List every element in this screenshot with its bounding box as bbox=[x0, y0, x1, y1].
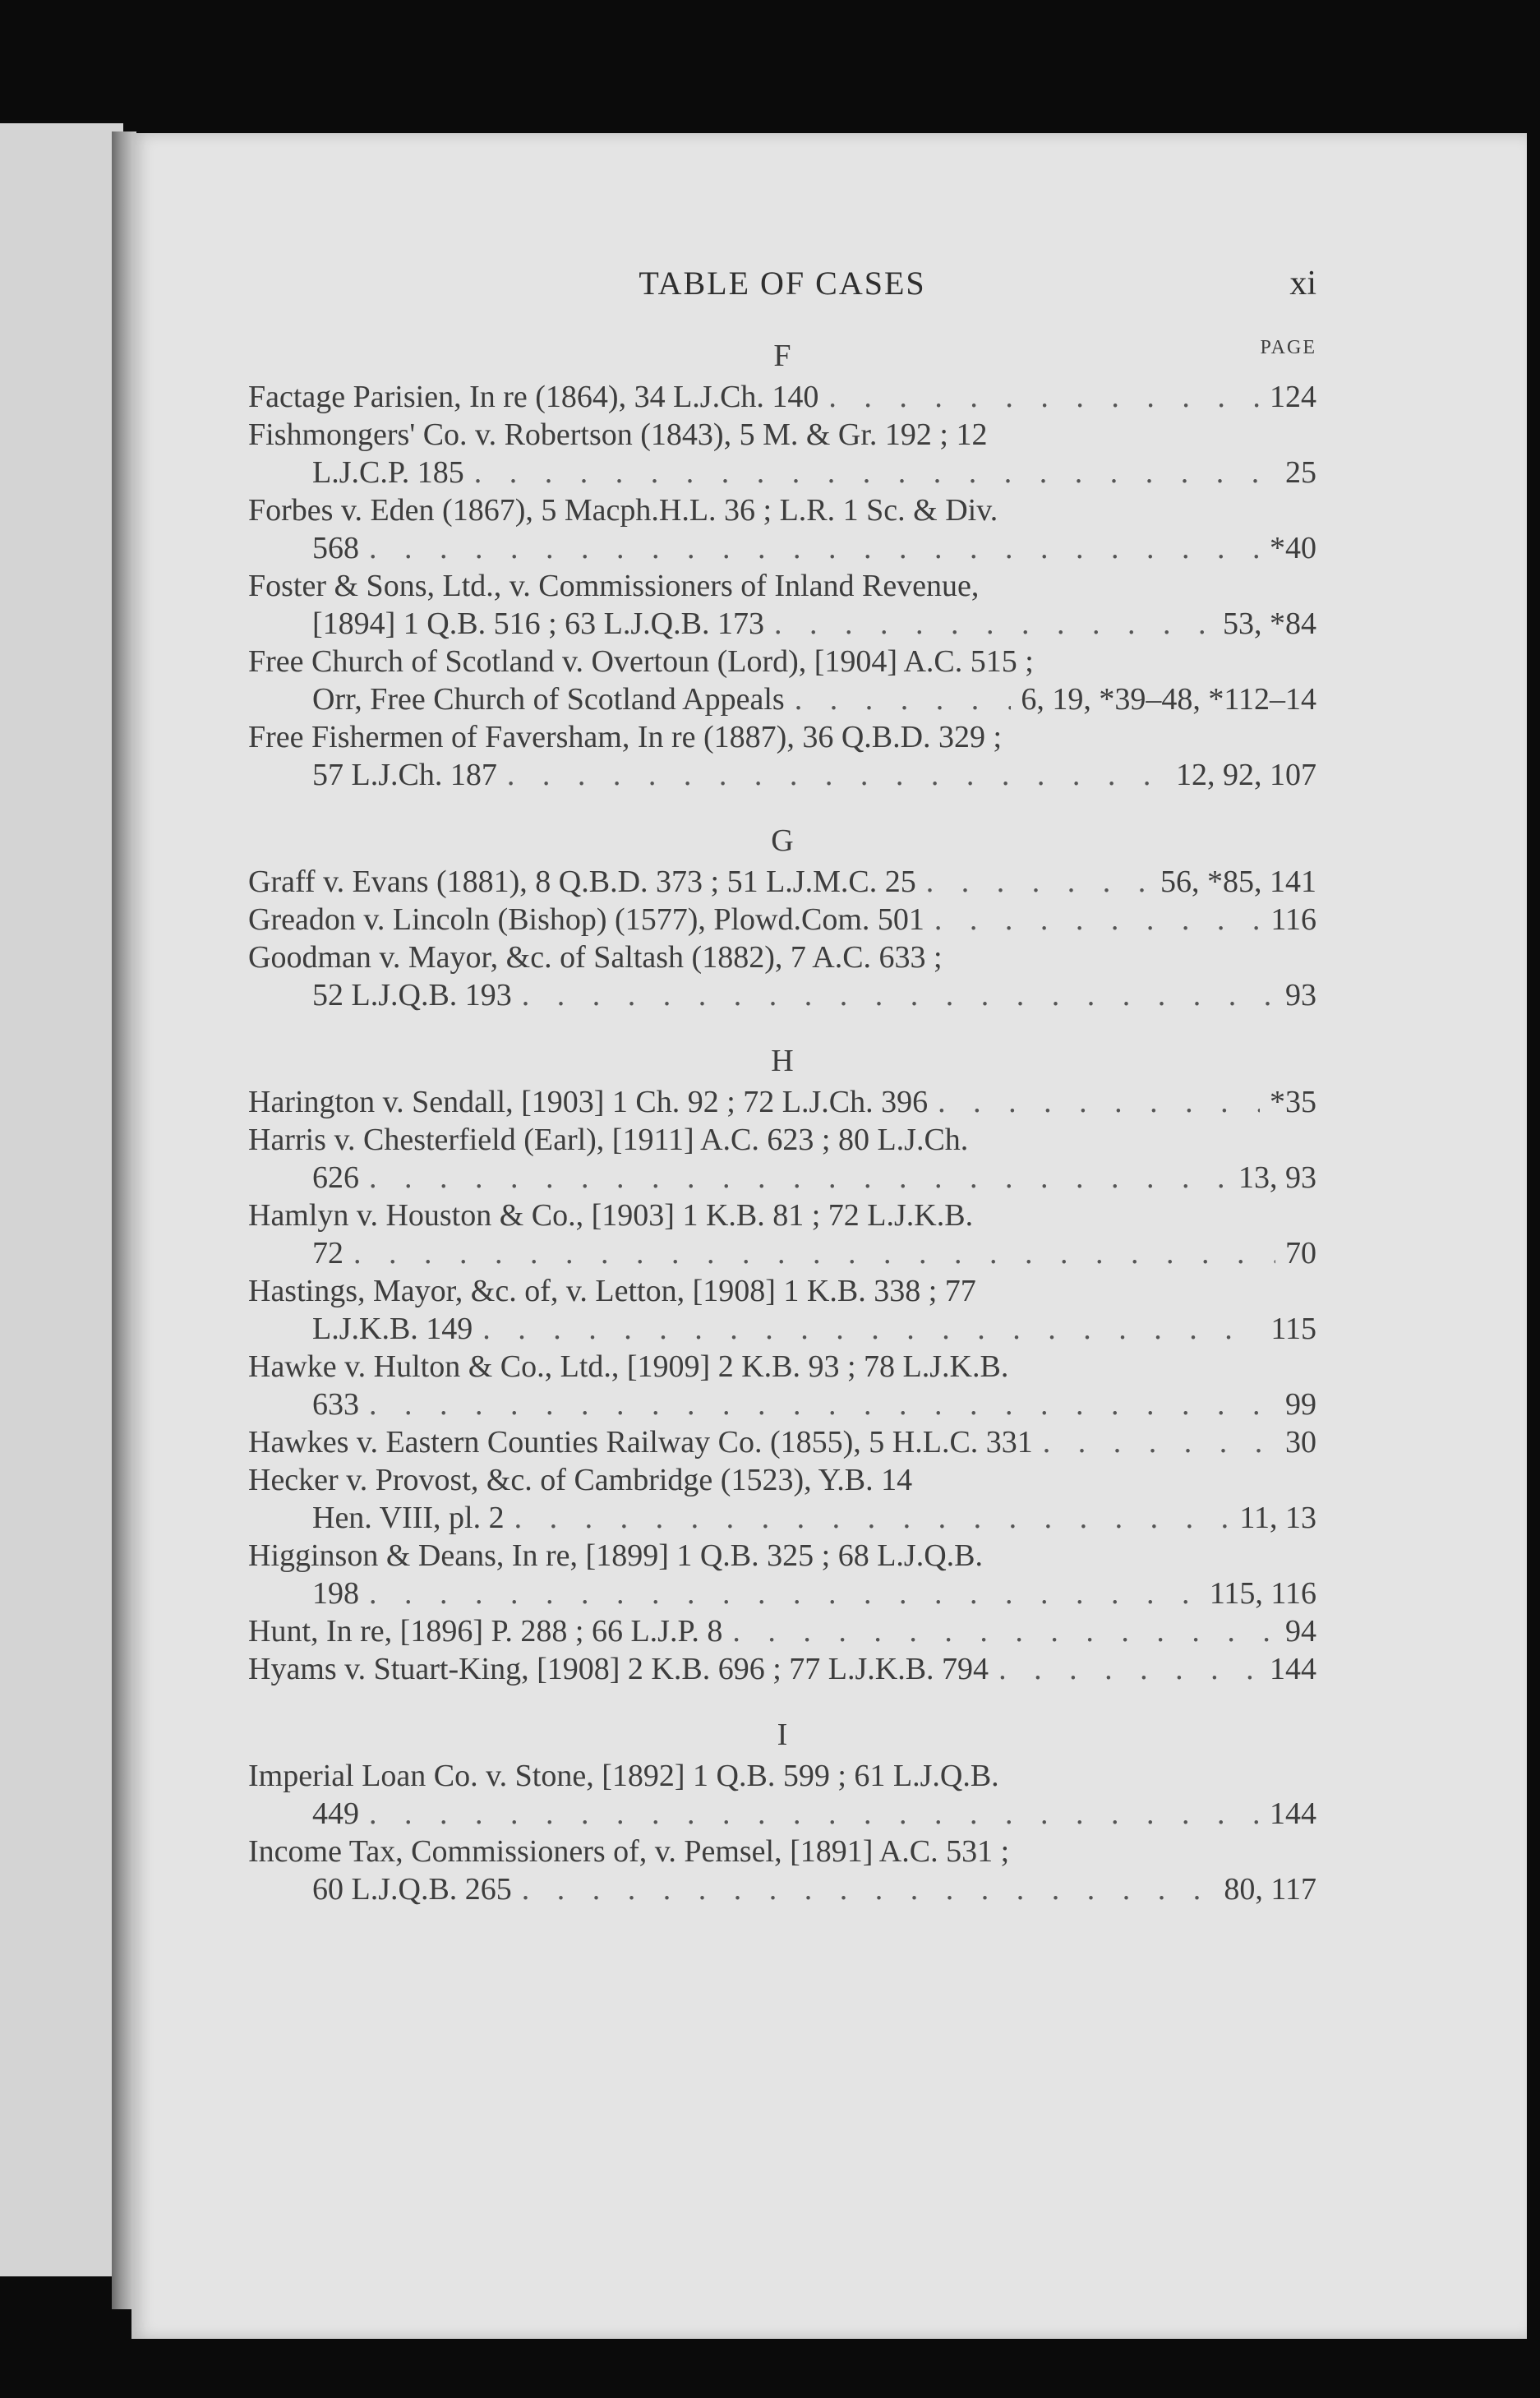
dot-leader bbox=[934, 901, 1261, 938]
case-entry bbox=[248, 1461, 1316, 1537]
case-entry bbox=[248, 1757, 1316, 1833]
case-page-reference: 6, 19, *39–48, *112–14 bbox=[1021, 682, 1316, 717]
case-citation-text: Orr, Free Church of Scotland Appeals bbox=[312, 682, 785, 717]
case-citation-line bbox=[248, 938, 1316, 976]
case-citation-line bbox=[248, 1833, 1316, 1870]
case-entry bbox=[248, 863, 1316, 901]
case-page-reference: 13, 93 bbox=[1238, 1160, 1316, 1195]
case-citation-text: Forbes v. Eden (1867), 5 Macph.H.L. 36 ; L.R. 1 Sc. & Div. bbox=[248, 493, 998, 528]
case-citation-text: Hawke v. Hulton & Co., Ltd., [1909] 2 K.B. 93 ; 78 L.J.K.B. bbox=[248, 1349, 1009, 1384]
book-page bbox=[131, 133, 1527, 2339]
case-entry bbox=[248, 416, 1316, 491]
case-entry bbox=[248, 491, 1316, 567]
case-entry bbox=[248, 1083, 1316, 1121]
page-content bbox=[248, 256, 1316, 1908]
case-citation-continuation bbox=[248, 1234, 1316, 1272]
facing-page-edge bbox=[0, 123, 123, 2276]
case-citation-continuation bbox=[248, 1575, 1316, 1612]
dot-leader bbox=[926, 863, 1150, 901]
case-page-reference: 115 bbox=[1270, 1312, 1316, 1346]
case-citation-text: Fishmongers' Co. v. Robertson (1843), 5 M. & Gr. 192 ; 12 bbox=[248, 417, 988, 452]
case-citation-text: Hunt, In re, [1896] P. 288 ; 66 L.J.P. 8 bbox=[248, 1614, 723, 1649]
case-citation-text: Hastings, Mayor, &c. of, v. Letton, [1908] 1 K.B. 338 ; 77 bbox=[248, 1274, 976, 1308]
case-citation-line bbox=[248, 1423, 1316, 1461]
case-entry bbox=[248, 1348, 1316, 1423]
case-citation-line bbox=[248, 1612, 1316, 1650]
case-entry bbox=[248, 1197, 1316, 1272]
section-letter: F bbox=[773, 339, 791, 373]
case-citation-text: Income Tax, Commissioners of, v. Pemsel, [1891] A.C. 531 ; bbox=[248, 1834, 1010, 1869]
case-citation-text: Higginson & Deans, In re, [1899] 1 Q.B. 325 ; 68 L.J.Q.B. bbox=[248, 1538, 983, 1573]
dot-leader bbox=[369, 1795, 1260, 1833]
case-page-reference: 30 bbox=[1285, 1425, 1316, 1460]
case-citation-text: Foster & Sons, Ltd., v. Commissioners of Inland Revenue, bbox=[248, 569, 980, 603]
case-citation-line bbox=[248, 643, 1316, 680]
dot-leader bbox=[1043, 1423, 1275, 1461]
case-page-reference: 144 bbox=[1270, 1796, 1316, 1831]
case-entry bbox=[248, 718, 1316, 794]
case-citation-text: [1894] 1 Q.B. 516 ; 63 L.J.Q.B. 173 bbox=[312, 606, 764, 641]
sections-container bbox=[248, 337, 1316, 1908]
case-page-reference: 94 bbox=[1285, 1614, 1316, 1649]
case-citation-text: 57 L.J.Ch. 187 bbox=[312, 758, 497, 792]
case-citation-text: Hamlyn v. Houston & Co., [1903] 1 K.B. 81 ; 72 L.J.K.B. bbox=[248, 1198, 974, 1233]
case-citation-line bbox=[248, 1197, 1316, 1234]
case-citation-text: Imperial Loan Co. v. Stone, [1892] 1 Q.B. 599 ; 61 L.J.Q.B. bbox=[248, 1759, 999, 1793]
case-citation-continuation bbox=[248, 1310, 1316, 1348]
cases-table bbox=[248, 337, 1316, 1908]
case-citation-text: Hecker v. Provost, &c. of Cambridge (1523), Y.B. 14 bbox=[248, 1463, 913, 1497]
case-page-reference: 25 bbox=[1285, 455, 1316, 490]
case-entry bbox=[248, 1537, 1316, 1612]
case-citation-line bbox=[248, 1757, 1316, 1795]
case-page-reference: 70 bbox=[1285, 1236, 1316, 1270]
case-citation-continuation bbox=[248, 1159, 1316, 1197]
dot-leader bbox=[998, 1650, 1260, 1688]
case-citation-text: 626 bbox=[312, 1160, 359, 1195]
section-letter: H bbox=[771, 1044, 794, 1078]
case-entry bbox=[248, 643, 1316, 718]
case-citation-line bbox=[248, 1083, 1316, 1121]
case-citation-line bbox=[248, 1650, 1316, 1688]
case-citation-line bbox=[248, 378, 1316, 416]
case-citation-line bbox=[248, 491, 1316, 529]
case-citation-text: 449 bbox=[312, 1796, 359, 1831]
case-citation-continuation bbox=[248, 1795, 1316, 1833]
case-citation-text: Free Church of Scotland v. Overtoun (Lord), [1904] A.C. 515 ; bbox=[248, 644, 1034, 679]
case-citation-continuation bbox=[248, 976, 1316, 1014]
section-h bbox=[248, 1042, 1316, 1688]
page-number: xi bbox=[1289, 265, 1316, 302]
case-citation-continuation bbox=[248, 1386, 1316, 1423]
case-page-reference: *40 bbox=[1270, 531, 1316, 565]
dot-leader bbox=[795, 680, 1012, 718]
case-page-reference: 99 bbox=[1285, 1387, 1316, 1422]
case-citation-line bbox=[248, 718, 1316, 756]
section-g bbox=[248, 822, 1316, 1014]
case-citation-text: Hen. VIII, pl. 2 bbox=[312, 1501, 505, 1535]
case-entry bbox=[248, 1650, 1316, 1688]
case-citation-continuation bbox=[248, 454, 1316, 491]
dot-leader bbox=[369, 1575, 1200, 1612]
case-page-reference: 11, 13 bbox=[1239, 1501, 1316, 1535]
case-entry bbox=[248, 1121, 1316, 1197]
dot-leader bbox=[507, 756, 1166, 794]
case-entry bbox=[248, 1272, 1316, 1348]
running-header bbox=[248, 256, 1316, 322]
case-citation-text: Goodman v. Mayor, &c. of Saltash (1882), 7 A.C. 633 ; bbox=[248, 940, 943, 975]
section-f bbox=[248, 337, 1316, 794]
section-letter: I bbox=[777, 1718, 788, 1752]
dot-leader bbox=[522, 1870, 1215, 1908]
case-entry bbox=[248, 567, 1316, 643]
case-entry bbox=[248, 938, 1316, 1014]
case-citation-text: Free Fishermen of Faversham, In re (1887), 36 Q.B.D. 329 ; bbox=[248, 720, 1003, 754]
case-entry bbox=[248, 1612, 1316, 1650]
case-citation-text: 198 bbox=[312, 1576, 359, 1611]
case-citation-line bbox=[248, 1121, 1316, 1159]
case-citation-text: 60 L.J.Q.B. 265 bbox=[312, 1872, 512, 1907]
case-citation-line bbox=[248, 416, 1316, 454]
case-page-reference: 124 bbox=[1270, 380, 1316, 414]
case-citation-text: 633 bbox=[312, 1387, 359, 1422]
case-citation-line bbox=[248, 1461, 1316, 1499]
dot-leader bbox=[353, 1234, 1275, 1272]
case-citation-continuation bbox=[248, 605, 1316, 643]
page-title: TABLE OF CASES bbox=[639, 265, 926, 302]
case-citation-text: Hawkes v. Eastern Counties Railway Co. (1855), 5 H.L.C. 331 bbox=[248, 1425, 1033, 1460]
dot-leader bbox=[522, 976, 1275, 1014]
dot-leader bbox=[369, 529, 1260, 567]
dot-leader bbox=[938, 1083, 1260, 1121]
dot-leader bbox=[369, 1159, 1229, 1197]
case-citation-continuation bbox=[248, 680, 1316, 718]
dot-leader bbox=[482, 1310, 1261, 1348]
case-page-reference: 56, *85, 141 bbox=[1160, 865, 1316, 899]
case-page-reference: 53, *84 bbox=[1223, 606, 1316, 641]
case-page-reference: 80, 117 bbox=[1224, 1872, 1316, 1907]
case-citation-continuation bbox=[248, 1870, 1316, 1908]
case-entry bbox=[248, 378, 1316, 416]
case-citation-line bbox=[248, 901, 1316, 938]
case-citation-text: 72 bbox=[312, 1236, 344, 1270]
dot-leader bbox=[369, 1386, 1275, 1423]
case-citation-line bbox=[248, 1537, 1316, 1575]
case-citation-continuation bbox=[248, 529, 1316, 567]
case-citation-continuation bbox=[248, 1499, 1316, 1537]
section-letter: G bbox=[771, 823, 794, 858]
case-citation-text: Factage Parisien, In re (1864), 34 L.J.Ch. 140 bbox=[248, 380, 819, 414]
case-entry bbox=[248, 1423, 1316, 1461]
case-citation-text: Greadon v. Lincoln (Bishop) (1577), Plowd.Com. 501 bbox=[248, 902, 924, 937]
case-citation-text: Hyams v. Stuart-King, [1908] 2 K.B. 696 ; 77 L.J.K.B. 794 bbox=[248, 1652, 989, 1686]
case-citation-line bbox=[248, 567, 1316, 605]
case-entry bbox=[248, 901, 1316, 938]
case-citation-continuation bbox=[248, 756, 1316, 794]
case-citation-text: 568 bbox=[312, 531, 359, 565]
case-page-reference: 12, 92, 107 bbox=[1176, 758, 1316, 792]
page-column-label: PAGE bbox=[1260, 337, 1316, 358]
case-page-reference: 116 bbox=[1270, 902, 1316, 937]
case-citation-line bbox=[248, 863, 1316, 901]
dot-leader bbox=[514, 1499, 1230, 1537]
dot-leader bbox=[774, 605, 1213, 643]
case-citation-line bbox=[248, 1348, 1316, 1386]
case-entry bbox=[248, 1833, 1316, 1908]
dot-leader bbox=[474, 454, 1275, 491]
case-citation-text: 52 L.J.Q.B. 193 bbox=[312, 978, 512, 1012]
dot-leader bbox=[732, 1612, 1275, 1650]
dot-leader bbox=[828, 378, 1260, 416]
case-citation-text: Harington v. Sendall, [1903] 1 Ch. 92 ; 72 L.J.Ch. 396 bbox=[248, 1085, 929, 1119]
case-citation-line bbox=[248, 1272, 1316, 1310]
case-page-reference: 115, 116 bbox=[1209, 1576, 1316, 1611]
case-page-reference: *35 bbox=[1270, 1085, 1316, 1119]
case-citation-text: L.J.C.P. 185 bbox=[312, 455, 464, 490]
section-i bbox=[248, 1716, 1316, 1908]
case-citation-text: Graff v. Evans (1881), 8 Q.B.D. 373 ; 51 L.J.M.C. 25 bbox=[248, 865, 916, 899]
case-citation-text: Harris v. Chesterfield (Earl), [1911] A.C. 623 ; 80 L.J.Ch. bbox=[248, 1123, 969, 1157]
case-citation-text: L.J.K.B. 149 bbox=[312, 1312, 473, 1346]
case-page-reference: 144 bbox=[1270, 1652, 1316, 1686]
case-page-reference: 93 bbox=[1285, 978, 1316, 1012]
